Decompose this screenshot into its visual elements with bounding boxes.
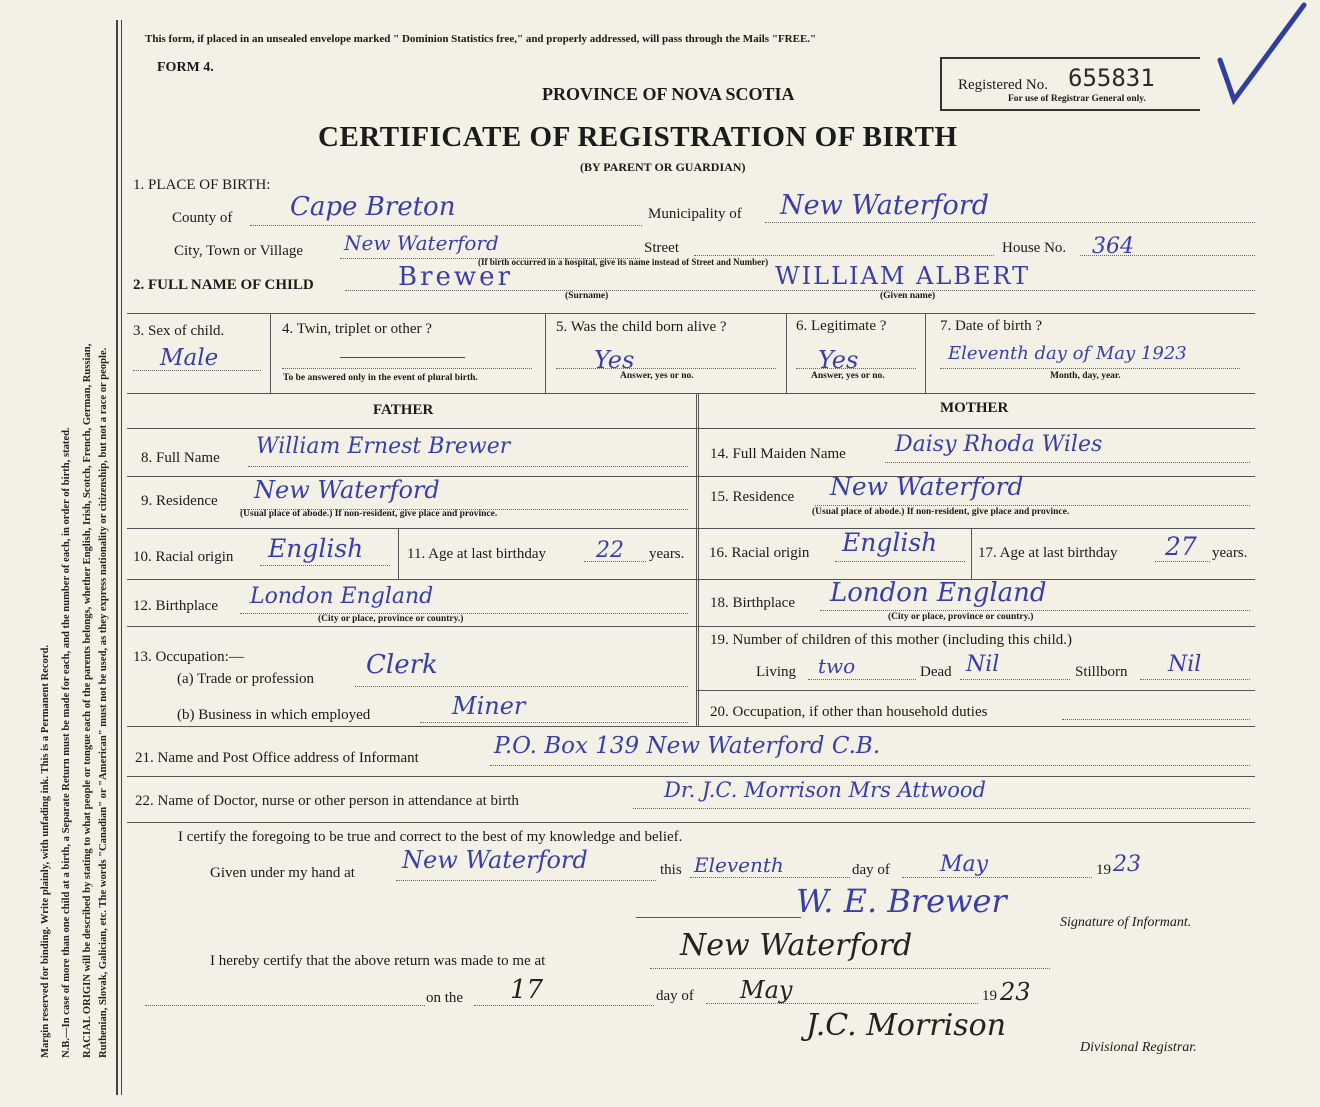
street-label: Street (644, 240, 679, 256)
dead-label: Dead (920, 664, 952, 680)
municipality-label: Municipality of (648, 206, 742, 222)
informant-signature[interactable]: W. E. Brewer (796, 882, 1007, 920)
living-label: Living (756, 664, 796, 680)
father-birthplace-label: 12. Birthplace (133, 598, 218, 614)
county-value[interactable]: Cape Breton (290, 192, 456, 222)
father-name-value[interactable]: William Ernest Brewer (256, 434, 511, 459)
registered-year-value[interactable]: 23 (1000, 978, 1031, 1006)
registrar-signature[interactable]: J.C. Morrison (806, 1008, 1007, 1043)
rule-below-row3 (127, 393, 1255, 394)
informant-value[interactable]: P.O. Box 139 New Waterford C.B. (494, 733, 881, 759)
registrar-label: Divisional Registrar. (1080, 1040, 1197, 1055)
municipality-line (765, 222, 1255, 223)
this-label: this (660, 862, 682, 878)
house-label: House No. (1002, 240, 1067, 256)
margin-text-1: Margin reserved for binding. Write plainly, with unfading ink. This is a Permanent Record. (40, 644, 51, 1058)
father-age-label: 11. Age at last birthday (407, 546, 546, 562)
mother-birthplace-label: 18. Birthplace (710, 595, 795, 611)
sex-label: 3. Sex of child. (133, 323, 225, 339)
mother-birthplace-note: (City or place, province or country.) (888, 612, 1034, 622)
informant-label: 21. Name and Post Office address of Informant (135, 750, 419, 766)
on-the-label: on the (426, 990, 464, 1006)
sex-value[interactable]: Male (160, 345, 219, 371)
county-line (250, 225, 642, 226)
child-surname[interactable]: Brewer (398, 262, 513, 292)
father-years: years. (649, 546, 685, 562)
form-number: FORM 4. (157, 60, 214, 75)
mother-name-label: 14. Full Maiden Name (710, 446, 846, 462)
street-note: (If birth occurred in a hospital, give its name instead of Street and Number) (478, 257, 769, 267)
given-name-note: (Given name) (880, 291, 936, 301)
twin-label: 4. Twin, triplet or other ? (282, 321, 432, 337)
registered-day-value[interactable]: 17 (510, 975, 544, 1005)
signature-label: Signature of Informant. (1060, 915, 1192, 930)
trade-value[interactable]: Clerk (366, 650, 438, 680)
city-value[interactable]: New Waterford (344, 231, 499, 255)
twin-dash (340, 357, 465, 358)
mother-name-value[interactable]: Daisy Rhoda Wiles (895, 432, 1103, 457)
children-count-label: 19. Number of children of this mother (including this child.) (710, 632, 1073, 648)
father-mother-divider (696, 393, 699, 726)
binding-margin-line-inner (121, 20, 122, 1095)
mother-residence-label: 15. Residence (710, 489, 795, 505)
year-value[interactable]: 23 (1113, 852, 1141, 877)
margin-text-4: Ruthenian, Slovak, Galician, etc. The words "Canadian" or "American" must not be used, as they express nationality or citizenship, but not a race or people. (98, 347, 109, 1058)
year-prefix: 19 (1096, 862, 1111, 878)
place-of-birth-label: 1. PLACE OF BIRTH: (133, 177, 271, 193)
doctor-label: 22. Name of Doctor, nurse or other person in attendance at birth (135, 793, 519, 809)
father-name-label: 8. Full Name (141, 450, 220, 466)
municipality-value[interactable]: New Waterford (780, 190, 989, 221)
mother-occupation-label: 20. Occupation, if other than household duties (710, 704, 988, 720)
child-name-label: 2. FULL NAME OF CHILD (133, 277, 314, 293)
month-value[interactable]: May (940, 852, 989, 877)
stillborn-label: Stillborn (1075, 664, 1128, 680)
dead-value[interactable]: Nil (966, 652, 1000, 677)
trade-label: (a) Trade or profession (177, 671, 315, 687)
alive-label: 5. Was the child born alive ? (556, 319, 727, 335)
page-subtitle: (BY PARENT OR GUARDIAN) (580, 160, 746, 174)
mother-years: years. (1212, 545, 1248, 561)
father-occupation-label: 13. Occupation:— (133, 649, 244, 665)
registered-month-value[interactable]: May (740, 976, 793, 1004)
street-line (694, 255, 994, 256)
legit-value[interactable]: Yes (818, 346, 859, 374)
day-of-label-2: day of (656, 988, 694, 1004)
mother-age-label: 17. Age at last birthday (978, 545, 1118, 561)
mother-age-value[interactable]: 27 (1165, 532, 1197, 561)
mother-residence-value[interactable]: New Waterford (830, 472, 1024, 501)
dob-value[interactable]: Eleventh day of May 1923 (948, 343, 1187, 364)
mother-birthplace-value[interactable]: London England (830, 578, 1047, 608)
father-racial-value[interactable]: English (268, 534, 364, 563)
stillborn-value[interactable]: Nil (1168, 652, 1202, 677)
rule-above-row3 (127, 313, 1255, 314)
dob-note: Month, day, year. (1050, 371, 1121, 381)
this-day-value[interactable]: Eleventh (694, 853, 784, 877)
county-label: County of (172, 210, 233, 226)
certify-text: I certify the foregoing to be true and correct to the best of my knowledge and belief. (178, 829, 683, 845)
registered-label: Registered No. (958, 77, 1048, 93)
legit-label: 6. Legitimate ? (796, 318, 887, 334)
father-age-value[interactable]: 22 (596, 538, 624, 563)
mail-notice: This form, if placed in an unsealed envelope marked " Dominion Statistics free," and properly addressed, will pass through the Mails "FREE." (145, 33, 817, 45)
dob-label: 7. Date of birth ? (940, 318, 1043, 334)
father-residence-value[interactable]: New Waterford (254, 476, 440, 504)
father-birthplace-note: (City or place, province or country.) (318, 614, 464, 624)
binding-margin-line (116, 20, 118, 1095)
living-value[interactable]: two (818, 654, 856, 678)
checkmark-icon (1212, 0, 1312, 110)
business-label: (b) Business in which employed (177, 707, 371, 723)
business-value[interactable]: Miner (452, 692, 526, 720)
given-place-value[interactable]: New Waterford (402, 846, 588, 874)
mother-racial-label: 16. Racial origin (709, 545, 810, 561)
child-given-name[interactable]: WILLIAM ALBERT (775, 262, 1031, 290)
signature-line (636, 917, 801, 918)
registered-number: 655831 (1068, 64, 1155, 92)
mother-residence-note: (Usual place of abode.) If non-resident, give place and province. (812, 507, 1070, 517)
province-heading: PROVINCE OF NOVA SCOTIA (542, 84, 795, 104)
mother-heading: MOTHER (940, 400, 1009, 416)
day-of-label: day of (852, 862, 890, 878)
return-label: I hereby certify that the above return was made to me at (210, 953, 546, 969)
margin-text-3: RACIAL ORIGIN will be described by stating to what people or tongue each of the parents belongs, whether English, Irish, Scotch, French, German, Russian, (82, 343, 93, 1058)
city-label: City, Town or Village (174, 243, 304, 259)
father-residence-note: (Usual place of abode.) If non-resident, give place and province. (240, 509, 498, 519)
legit-note: Answer, yes or no. (811, 371, 885, 381)
surname-note: (Surname) (565, 291, 609, 301)
page-title: CERTIFICATE OF REGISTRATION OF BIRTH (318, 121, 958, 153)
father-heading: FATHER (373, 402, 434, 418)
margin-text-2: N.B.—In case of more than one child at a birth, a Separate Return must be made for each, and the number of each, in order of birth, stated. (61, 427, 72, 1058)
doctor-value[interactable]: Dr. J.C. Morrison Mrs Attwood (664, 778, 986, 802)
return-place-value[interactable]: New Waterford (680, 928, 913, 963)
alive-note: Answer, yes or no. (620, 371, 694, 381)
father-birthplace-value[interactable]: London England (250, 584, 434, 609)
alive-value[interactable]: Yes (594, 346, 635, 374)
house-value[interactable]: 364 (1092, 234, 1134, 259)
registrar-note: For use of Registrar General only. (1008, 94, 1146, 104)
given-under-label: Given under my hand at (210, 865, 355, 881)
mother-racial-value[interactable]: English (842, 528, 938, 557)
father-residence-label: 9. Residence (141, 493, 218, 509)
year-prefix-2: 19 (982, 988, 997, 1004)
twin-note: To be answered only in the event of plural birth. (283, 373, 478, 383)
father-racial-label: 10. Racial origin (133, 549, 234, 565)
